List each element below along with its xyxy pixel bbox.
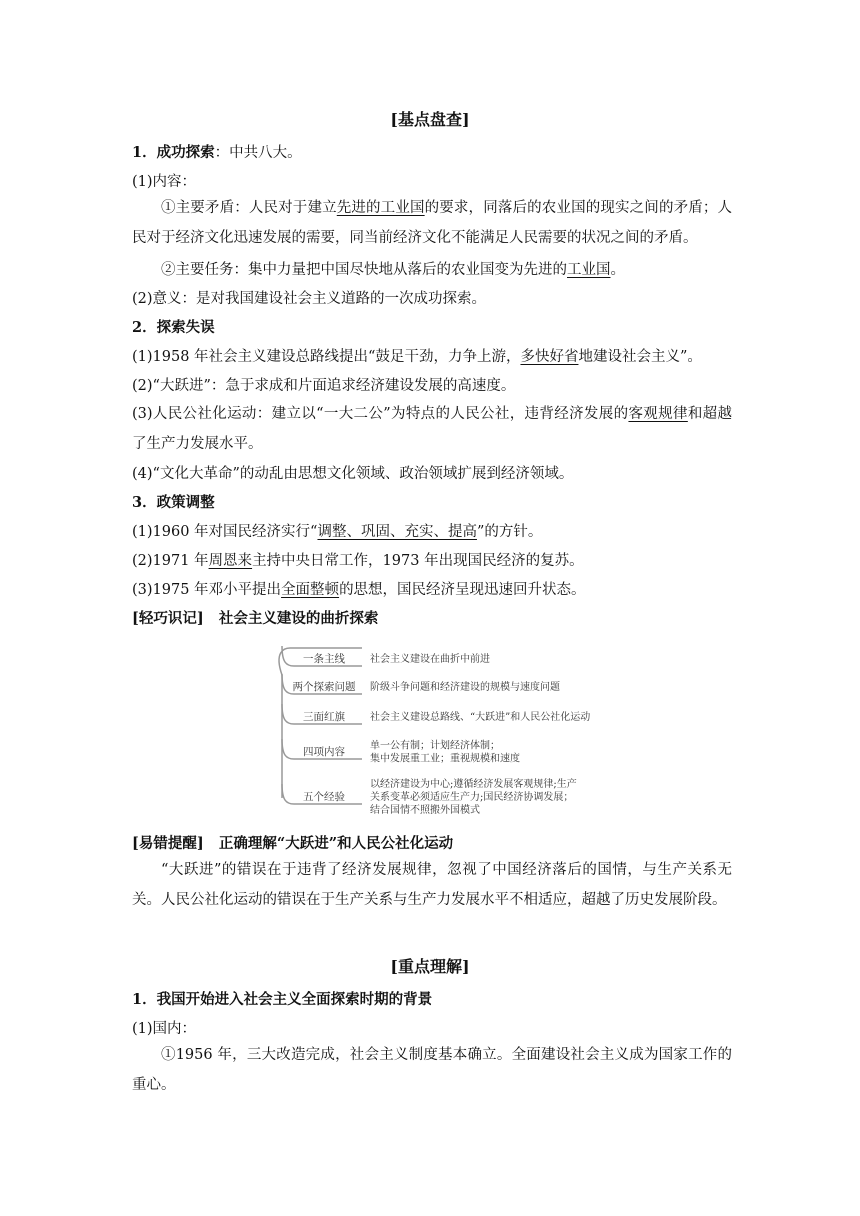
item-2-label: 探索失误 [156,319,215,336]
diagram-node-label: 一条主线 [303,653,345,665]
underlined-term: 周恩来 [208,553,253,569]
diagram-node-label: 三面红旗 [303,711,345,723]
item-1-paragraph-contradiction [132,193,732,253]
section-title-basic: [基点盘查] [390,110,470,129]
mistake-paragraph: “大跃进”的错误在于违背了经济发展规律，忽视了中国经济落后的国情，与生产关系无关。人民公社化运动的错误在于生产关系与生产力发展水平不相适应，超越了历史发展阶段。 [132,862,732,908]
item-3-number: 3． [132,494,157,511]
key-item-1-paragraph: ①1956 年，三大改造完成，社会主义制度基本确立。全面建设社会主义成为国家工作的重心。 [132,1047,732,1093]
key-item-1-sub: (1)国内： [132,1021,197,1037]
diagram-node-text: 关系变革必须适应生产力;国民经济协调发展； [370,792,574,803]
text-run: (1)1958 年社会主义建设总路线提出“鼓足干劲，力争上游， [132,349,521,365]
item-3-line-2 [132,549,732,570]
item-2-heading [132,316,732,337]
underlined-term: 调整、巩固、充实、提高 [317,524,477,540]
diagram-node-label: 四项内容 [303,746,345,758]
item-1-sub-significance: (2)意义：是对我国建设社会主义道路的一次成功探索。 [132,291,487,307]
underlined-term: 律 [672,406,688,422]
diagram-node-text: 结合国情不照搬外国模式 [370,805,480,816]
diagram-node-text: 集中发展重工业；重视规模和速度 [370,753,520,765]
item-2-line-2: (2)“大跃进”：急于求成和片面追求经济建设发展的高速度。 [132,378,516,394]
text-run: ②主要任务：集中力量把中国尽快地从落后的农业国变为先进的 [161,262,567,278]
diagram-node-label: 五个经验 [303,791,345,803]
text-run: 的思想，国民经济呈现迅速回升状态。 [339,582,586,598]
text-run: 和超越了生产力发展水平。 [132,406,733,452]
item-1-sub-content: (1)内容： [132,174,197,190]
text-run: 地建设社会主义”。 [578,349,702,365]
item-2-line-4: (4)“文化大革命”的动乱由思想文化领域、政治领域扩展到经济领域。 [132,466,574,482]
diagram-node-text: 阶级斗争问题和经济建设的规模与速度问题 [370,682,560,693]
text-run: (2)1971 年 [132,553,209,569]
item-2-line-3 [132,399,732,459]
item-3-line-3 [132,578,732,599]
diagram-node-text: 单一公有制；计划经济体制； [370,740,500,752]
underlined-term: 工业国 [567,262,611,278]
memo-title: 社会主义建设的曲折探索 [218,610,379,627]
underlined-term: 全面整顿 [281,582,340,598]
text-run: ”的方针。 [476,524,543,540]
key-item-1-heading [132,988,732,1009]
memo-diagram [262,640,662,818]
item-1-label: 成功探索 [156,144,215,161]
item-3-heading [132,491,732,512]
item-2-number: 2． [132,319,157,336]
text-run: (3)1975 年邓小平提出 [132,582,282,598]
key-item-1-label: 我国开始进入社会主义全面探索时期的背景 [156,991,433,1008]
text-run: ①主要矛盾：人民对于建立 [161,200,337,216]
underlined-term: 先进的工业国 [336,200,425,216]
item-1-number: 1． [132,144,157,161]
item-3-label: 政策调整 [156,494,215,511]
diagram-node-text: 社会主义建设在曲折中前进 [370,654,490,665]
text-run: 的要求，同落后的农业国的现实之间的矛盾；人民对于经济文化迅速发展的需要，同当前经济文化不能满足人民需要的状况之间的矛盾。 [132,200,733,246]
item-1-heading [132,141,732,162]
memo-heading [132,607,732,628]
diagram-node-label: 两个探索问题 [292,681,356,693]
section-title-key: [重点理解] [390,957,470,976]
underlined-term: 多快好省 [520,349,579,365]
mistake-title: 正确理解“大跃进”和人民公社化运动 [218,835,454,852]
memo-tag: [轻巧识记] [132,610,204,627]
item-1-paragraph-task [132,258,732,279]
text-run: (3)人民公社化运动：建立以“一大二公”为特点的人民公社，违背经济发展的 [132,406,629,422]
diagram-node-text: 社会主义建设总路线、“大跃进”和人民公社化运动 [370,712,591,723]
text-run: (1)1960 年对国民经济实行“ [132,524,318,540]
item-3-line-1 [132,520,732,541]
text-run: 主持中央日常工作，1973 年出现国民经济的复苏。 [252,553,584,569]
underlined-term: 客观规 [628,406,673,422]
diagram-node-text: 以经济建设为中心;遵循经济发展客观规律;生产 [370,779,577,790]
item-1-text: ：中共八大。 [214,145,302,161]
item-2-line-1 [132,345,732,366]
mistake-tag: [易错提醒] [132,835,204,852]
text-run: 。 [610,262,625,278]
key-item-1-number: 1． [132,991,157,1008]
mistake-heading [132,832,732,853]
